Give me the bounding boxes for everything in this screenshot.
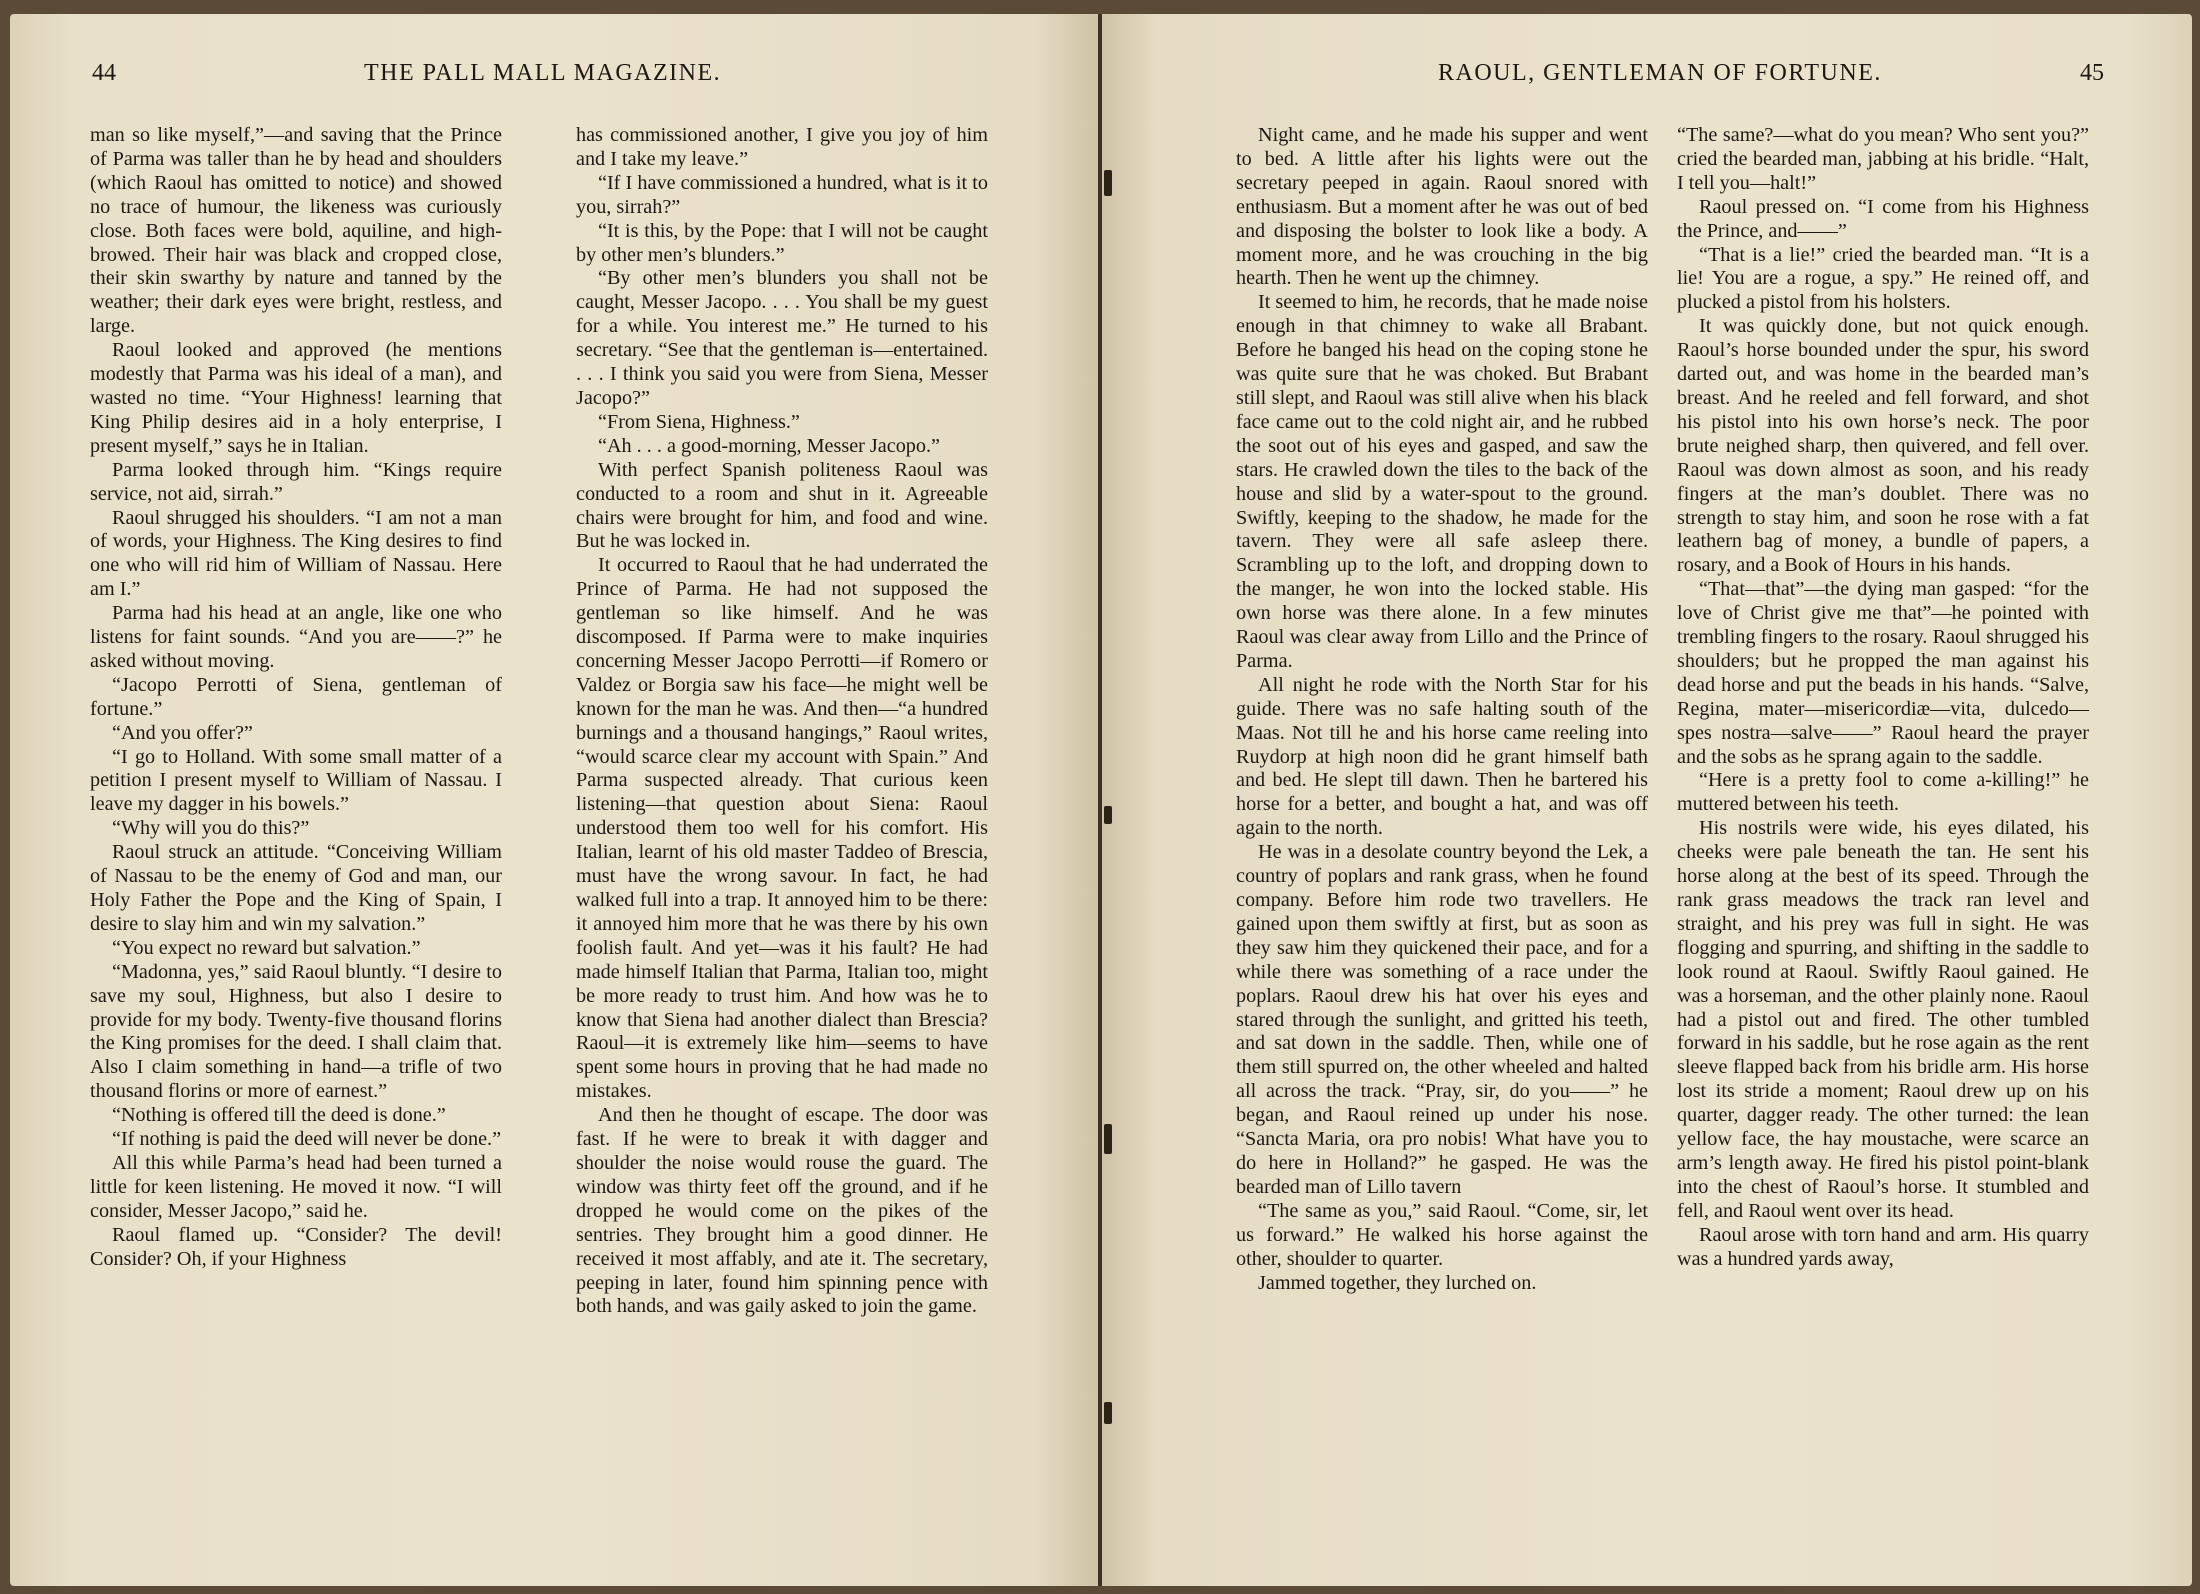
paragraph: Parma looked through him. “Kings require service, not aid, sirrah.”	[90, 458, 502, 505]
paragraph: “From Siena, Highness.”	[598, 410, 800, 433]
paragraph: Night came, and he made his supper and went to bed. A little after his lights were out the secretary peeped in again. Raoul snored with enthusiasm. But a moment after he was out of bed and disposing the bolster to look like a body. A moment more, and he was crouching in the big hearth. Then he went up the chimney.	[1236, 124, 1648, 290]
paragraph: Raoul looked and approved (he mentions modestly that Parma was his ideal of a man), and wasted no time. “Your Highness! learning that King Philip desires aid in a holy enterprise, I present myself,” says he in Italian.	[90, 339, 502, 457]
paragraph: “That—that”—the dying man gasped: “for the love of Christ give me that”—he pointed with trembling fingers to the rosary. Raoul shrugged his shoulders; but he propped the man against his dead horse and put the beads in his hands. “Salve, Regina, mater—misericordiæ—vita, dulcedo—spes nostra—salve——” Raoul heard the prayer and the sobs as he sprang again to the saddle.	[1677, 578, 2089, 768]
paragraph: “Here is a pretty fool to come a-killing!” he muttered between his teeth.	[1677, 769, 2089, 816]
paragraph: “You expect no reward but salvation.”	[112, 936, 421, 959]
binding-thread	[1104, 170, 1112, 196]
paragraph: Raoul pressed on. “I come from his Highness the Prince, and——”	[1677, 195, 2089, 242]
right-page	[1102, 14, 2192, 1586]
left-page-column-2	[576, 124, 988, 1319]
running-head-left: THE PALL MALL MAGAZINE.	[364, 60, 722, 86]
paragraph: Jammed together, they lurched on.	[1258, 1271, 1537, 1294]
paragraph: man so like myself,”—and saving that the Prince of Parma was taller than he by head and shoulders (which Raoul has omitted to notice) and showed no trace of humour, the likeness was curiously close. Both faces were bold, aquiline, and high-browed. Their hair was black and cropped close, their skin swarthy by nature and tanned by the weather; their dark eyes were bright, restless, and large.	[90, 124, 502, 338]
left-page	[10, 14, 1098, 1586]
right-page-column-2	[1677, 124, 2089, 1272]
paragraph: “It is this, by the Pope: that I will not be caught by other men’s blunders.”	[576, 219, 988, 266]
left-page-column-1	[90, 124, 502, 1272]
paragraph: It occurred to Raoul that he had underrated the Prince of Parma. He had not supposed the gentleman so like himself. And he was discomposed. If Parma were to make inquiries concerning Messer Jacopo Perrotti—if Romero or Valdez or Borgia saw his face—he might well be known for the man he was. And then—“a hundred burnings and a thousand hangings,” Raoul writes, “would scarce clear my account with Spain.” And Parma suspected already. That curious keen listening—that question about Siena: Raoul understood them too well for his comfort. His Italian, learnt of his old master Taddeo of Brescia, must have the wrong savour. In fact, he had walked full into a trap. It annoyed him to be there: it annoyed him more that he was there by his own foolish fault. And yet—was it his fault? He had made himself Italian that Parma, Italian too, might be more ready to trust him. And how was he to know that Siena had another dialect than Brescia? Raoul—it is extremely like him—seems to have spent some hours in proving that he had made no mistakes.	[576, 554, 988, 1103]
paragraph: “I go to Holland. With some small matter of a petition I present myself to William of Nassau. I leave my dagger in his bowels.”	[90, 745, 502, 816]
paragraph: Raoul flamed up. “Consider? The devil! Consider? Oh, if your Highness	[90, 1223, 502, 1270]
paragraph: “Nothing is offered till the deed is done.”	[112, 1104, 446, 1127]
paragraph: Parma had his head at an angle, like one who listens for faint sounds. “And you are——?” he asked without moving.	[90, 602, 502, 672]
paragraph: “Ah . . . a good-morning, Messer Jacopo.”	[598, 434, 940, 457]
paragraph: “If I have commissioned a hundred, what is it to you, sirrah?”	[576, 171, 988, 218]
paragraph: All night he rode with the North Star for his guide. There was no safe halting south of the Maas. Not till he and his horse came reeling into Ruydorp at high noon did he grant himself bath and bed. He slept till dawn. Then he bartered his horse for a better, and bought a hat, and was off again to the north.	[1236, 673, 1648, 840]
paragraph: “The same?—what do you mean? Who sent you?” cried the bearded man, jabbing at his bridle. “Halt, I tell you—halt!”	[1677, 124, 2089, 194]
page-number-right: 45	[2080, 60, 2104, 86]
paragraph: It seemed to him, he records, that he made noise enough in that chimney to wake all Brabant. Before he banged his head on the coping stone he was quite sure that he was choked. But Brabant still slept, and Raoul was still alive when his black face came out to the cold night air, and he rubbed the soot out of his eyes and gasped, and saw the stars. He crawled down the tiles to the back of the house and slid by a water-spout to the ground. Swiftly, keeping to the shadow, he made for the tavern. They were all safe asleep there. Scrambling up to the loft, and dropping down to the manger, he won into the locked stable. His own horse was there alone. In a few minutes Raoul was clear away from Lillo and the Prince of Parma.	[1236, 291, 1648, 672]
paragraph: “The same as you,” said Raoul. “Come, sir, let us forward.” He walked his horse against the other, shoulder to quarter.	[1236, 1199, 1648, 1270]
paragraph: “Madonna, yes,” said Raoul bluntly. “I desire to save my soul, Highness, but also I desire to provide for my body. Twenty-five thousand florins the King promises for the deed. I shall claim that. Also I claim something in hand—a trifle of two thousand florins or more of earnest.”	[90, 960, 502, 1103]
paragraph: “By other men’s blunders you shall not be caught, Messer Jacopo. . . . You shall be my guest for a while. You interest me.” He turned to his secretary. “See that the gentleman is—entertained. . . . I think you said you were from Siena, Messer Jacopo?”	[576, 267, 988, 409]
paragraph: Raoul struck an attitude. “Conceiving William of Nassau to be the enemy of God and man, our Holy Father the Pope and the King of Spain, I desire to slay him and win my salvation.”	[90, 841, 502, 935]
paragraph: “If nothing is paid the deed will never be done.”	[112, 1128, 502, 1151]
binding-thread	[1104, 1402, 1112, 1424]
right-page-column-1	[1236, 124, 1648, 1295]
paragraph: All this while Parma’s head had been turned a little for keen listening. He moved it now. “I will consider, Messer Jacopo,” said he.	[90, 1151, 502, 1222]
page-number-left: 44	[92, 60, 116, 86]
running-head-right: RAOUL, GENTLEMAN OF FORTUNE.	[1438, 60, 1882, 86]
paragraph: With perfect Spanish politeness Raoul was conducted to a room and shut in it. Agreeable chairs were brought for him, and food and wine. But he was locked in.	[576, 458, 988, 553]
paragraph: “Why will you do this?”	[112, 817, 310, 840]
paragraph: “That is a lie!” cried the bearded man. “It is a lie! You are a rogue, a spy.” He reined off, and plucked a pistol from his holsters.	[1677, 243, 2089, 314]
paragraph: He was in a desolate country beyond the Lek, a country of poplars and rank grass, when he found company. Before him rode two travellers. He gained upon them swiftly at first, but as soon as they saw him they quickened their pace, and for a while there was something of a race under the poplars. Raoul drew his hat over his eyes and stared through the sunlight, and gritted his teeth, and sat down in the saddle. Then, while one of them still spurred on, the other wheeled and halted all across the track. “Pray, sir, do you——” he began, and Raoul reined up under his nose. “Sancta Maria, ora pro nobis! What have you to do here in Holland?” he gasped. He was the bearded man of Lillo tavern	[1236, 841, 1648, 1198]
paragraph: His nostrils were wide, his eyes dilated, his cheeks were pale beneath the tan. He sent his horse along at the best of its speed. Through the rank grass meadows the track ran level and straight, and his prey was full in sight. He was flogging and spurring, and shifting in the saddle to look round at Raoul. Swiftly Raoul gained. He was a horseman, and the other plainly none. Raoul had a pistol out and fired. The other tumbled forward in his saddle, but he rose again as the rent sleeve flapped back from his bridle arm. His horse lost its stride a moment; Raoul drew up on his quarter, dagger ready. The other turned: the lean yellow face, the hay moustache, were scarce an arm’s length away. He fired his pistol point-blank into the chest of Raoul’s horse. It stumbled and fell, and Raoul went over its head.	[1677, 817, 2089, 1222]
binding-thread	[1104, 1124, 1112, 1154]
paragraph: “Jacopo Perrotti of Siena, gentleman of fortune.”	[90, 673, 502, 720]
paragraph: Raoul shrugged his shoulders. “I am not a man of words, your Highness. The King desires to find one who will rid him of William of Nassau. Here am I.”	[90, 506, 502, 601]
paragraph: And then he thought of escape. The door was fast. If he were to break it with dagger and shoulder the noise would rouse the guard. The window was thirty feet off the ground, and if he dropped he would come on the pikes of the sentries. They brought him a good dinner. He received it most affably, and ate it. The secretary, peeping in later, found him spinning pence with both hands, and was gaily asked to join the game.	[576, 1104, 988, 1318]
paragraph: “And you offer?”	[112, 721, 253, 744]
binding-thread	[1104, 806, 1112, 824]
paragraph: Raoul arose with torn hand and arm. His quarry was a hundred yards away,	[1677, 1223, 2089, 1270]
paragraph: It was quickly done, but not quick enough. Raoul’s horse bounded under the spur, his sword darted out, and was home in the bearded man’s breast. And he reeled and fell forward, and shot his pistol into his own horse’s neck. The poor brute neighed sharp, then quivered, and fell over. Raoul was down almost as soon, and his ready fingers at the man’s doublet. There was no strength to stay him, and soon he rose with a fat leathern bag of money, a bundle of papers, a rosary, and a Book of Hours in his hands.	[1677, 315, 2089, 577]
paragraph: has commissioned another, I give you joy of him and I take my leave.”	[576, 124, 988, 170]
